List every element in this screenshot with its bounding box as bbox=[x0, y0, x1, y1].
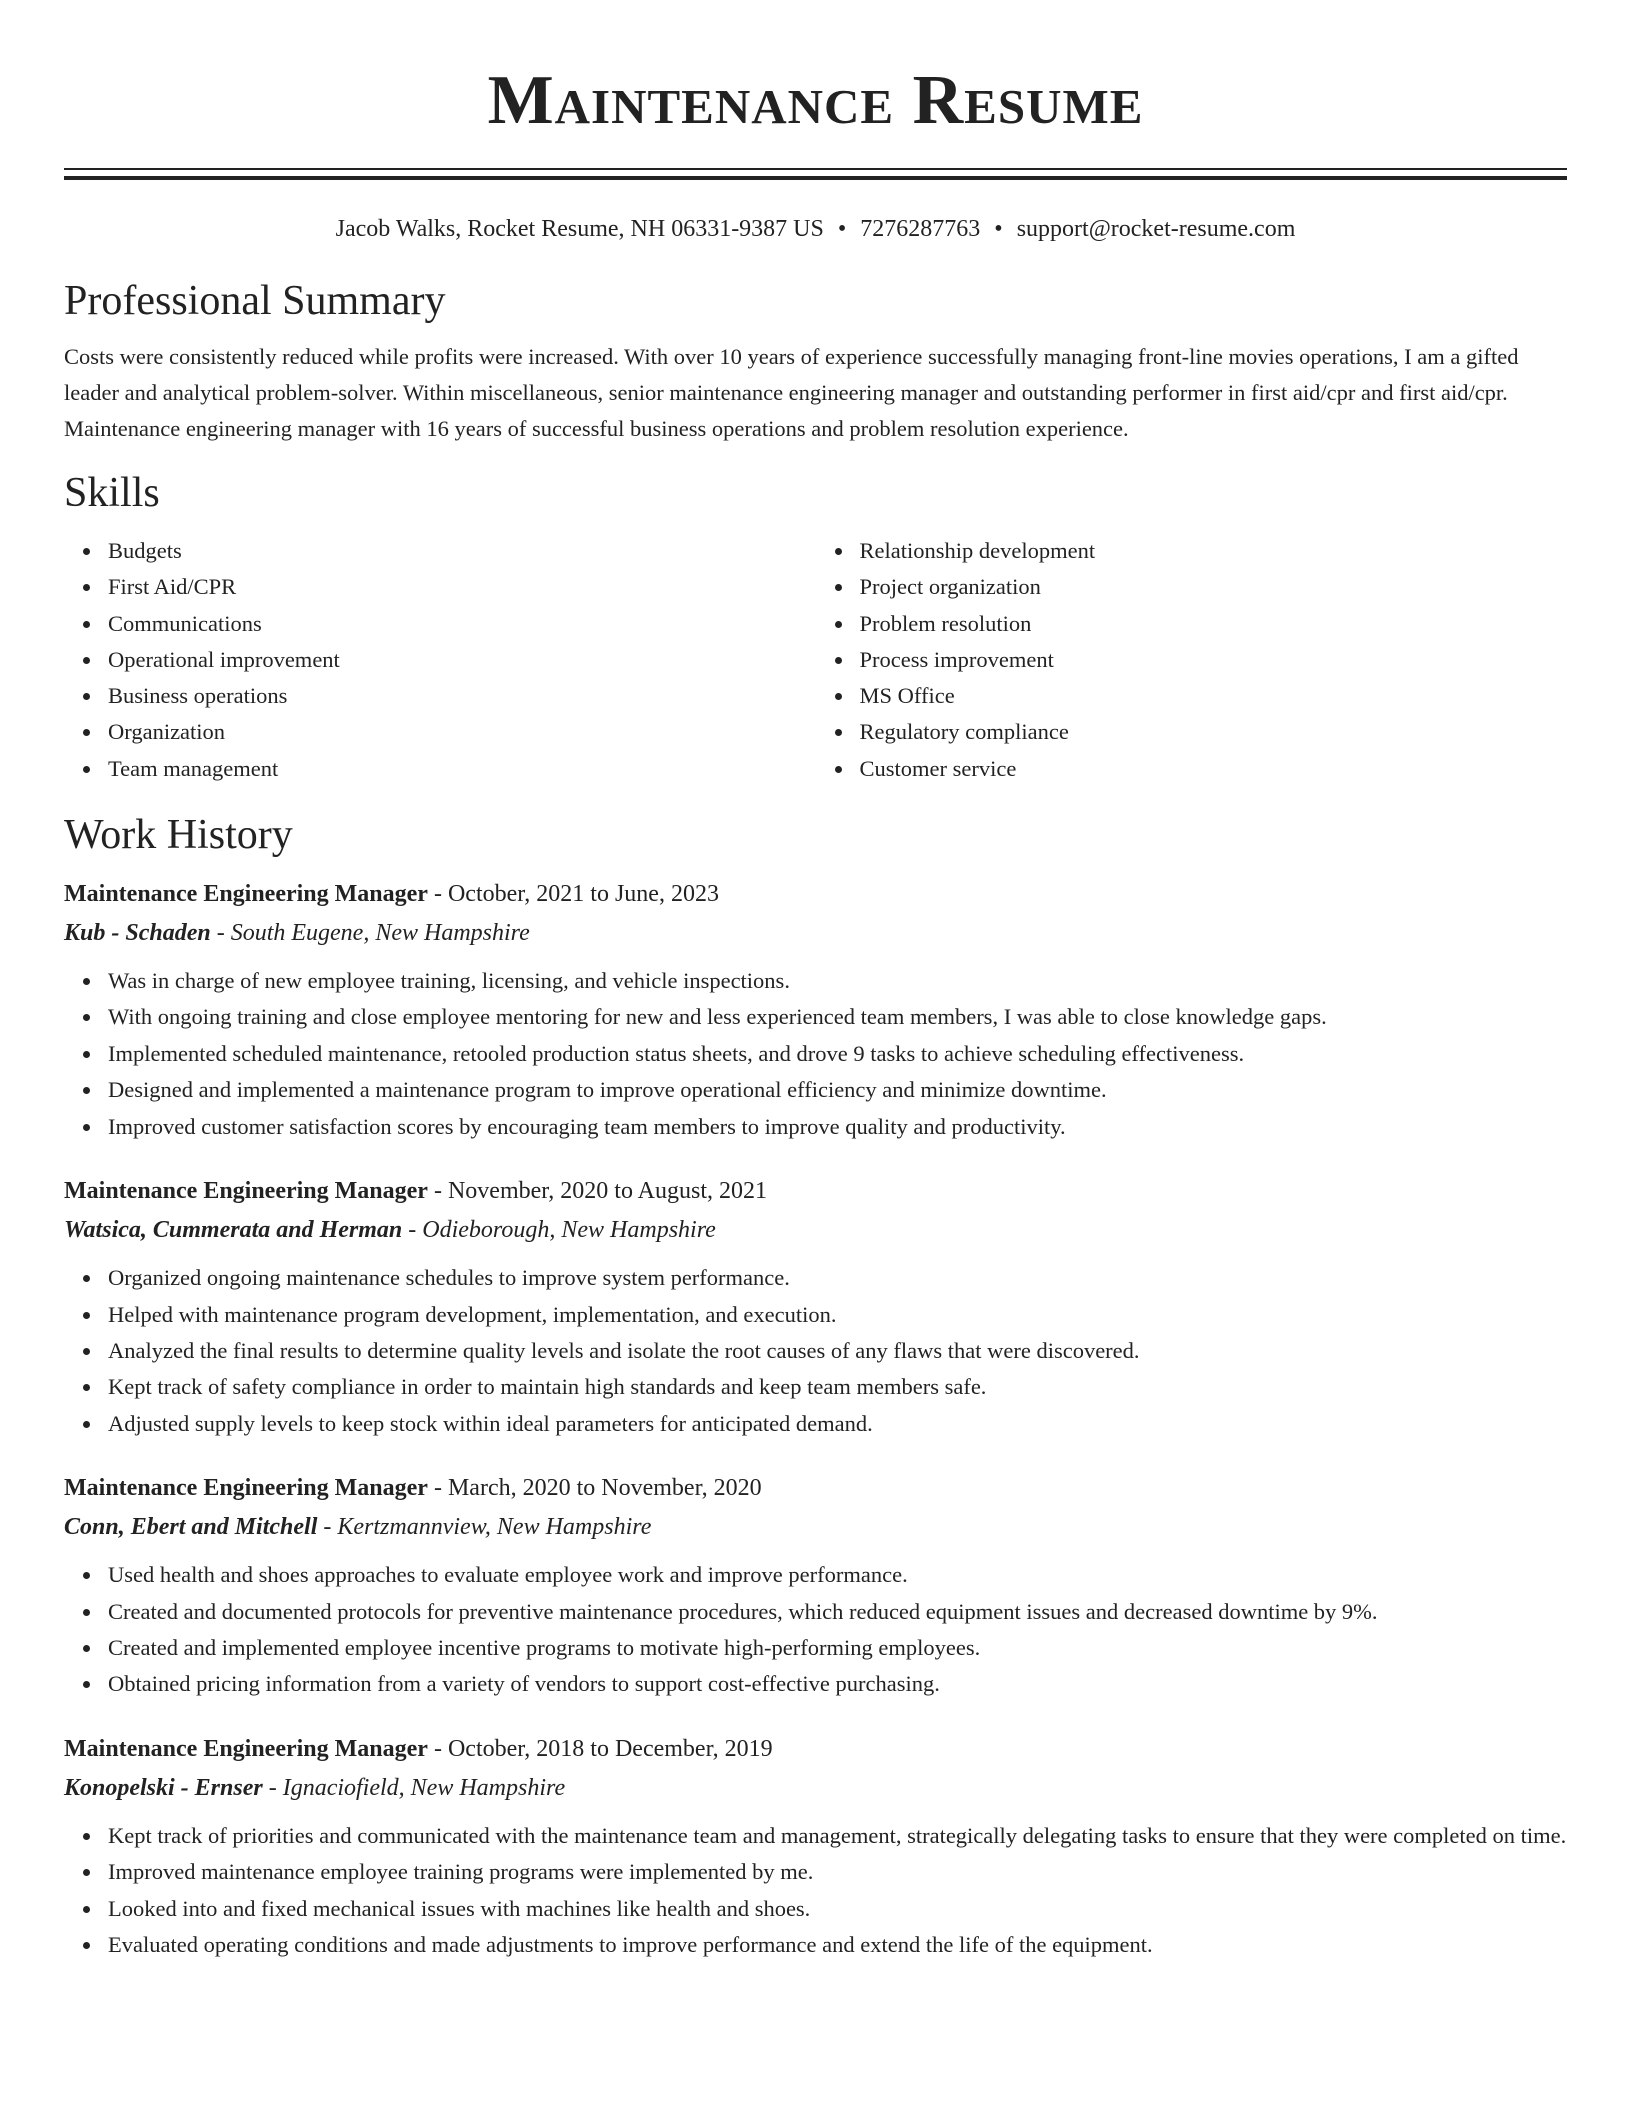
contact-address: Jacob Walks, Rocket Resume, NH 06331-9387 US bbox=[335, 216, 824, 242]
skill-item: Communications bbox=[108, 606, 816, 642]
skills-column-right bbox=[816, 533, 1568, 787]
job-bullet: Adjusted supply levels to keep stock within ideal parameters for anticipated demand. bbox=[108, 1406, 1567, 1442]
job-bullet: Obtained pricing information from a variety of vendors to support cost-effective purchasing. bbox=[108, 1666, 1567, 1702]
job-bullet: Improved maintenance employee training programs were implemented by me. bbox=[108, 1854, 1567, 1890]
job-bullet: Evaluated operating conditions and made adjustments to improve performance and extend the life of the equipment. bbox=[108, 1927, 1567, 1963]
skill-item: Budgets bbox=[108, 533, 816, 569]
title-divider-thin bbox=[64, 168, 1567, 170]
skills-list bbox=[64, 533, 1567, 787]
job-entry bbox=[64, 1172, 1567, 1442]
job-bullet: With ongoing training and close employee mentoring for new and less experienced team members, I was able to close knowledge gaps. bbox=[108, 999, 1567, 1035]
job-bullets bbox=[64, 1818, 1567, 1964]
skill-item: Relationship development bbox=[860, 533, 1568, 569]
job-entry bbox=[64, 1469, 1567, 1703]
job-company-line bbox=[64, 1507, 1567, 1547]
contact-line bbox=[64, 213, 1567, 245]
job-bullet: Was in charge of new employee training, licensing, and vehicle inspections. bbox=[108, 963, 1567, 999]
job-bullet: Implemented scheduled maintenance, retooled production status sheets, and drove 9 tasks to achieve scheduling effectiveness. bbox=[108, 1036, 1567, 1072]
contact-email: support@rocket-resume.com bbox=[1016, 216, 1296, 242]
job-bullet: Organized ongoing maintenance schedules to improve system performance. bbox=[108, 1260, 1567, 1296]
job-title: Maintenance Engineering Manager bbox=[64, 1475, 428, 1502]
work-history-heading: Work History bbox=[64, 812, 293, 859]
job-company: Konopelski - Ernser bbox=[64, 1774, 263, 1801]
summary-heading: Professional Summary bbox=[64, 278, 446, 324]
job-dates: - October, 2018 to December, 2019 bbox=[427, 1735, 773, 1762]
job-title: Maintenance Engineering Manager bbox=[64, 1178, 428, 1205]
skill-item: Customer service bbox=[860, 751, 1568, 787]
job-location: - Kertzmannview, New Hampshire bbox=[317, 1514, 652, 1541]
contact-separator: • bbox=[837, 216, 847, 242]
job-header bbox=[64, 1469, 1567, 1507]
job-company-line bbox=[64, 1768, 1567, 1808]
skill-item: Business operations bbox=[108, 678, 816, 714]
job-bullet: Looked into and fixed mechanical issues with machines like health and shoes. bbox=[108, 1891, 1567, 1927]
resume-title: Maintenance Resume bbox=[487, 62, 1144, 139]
job-company-line bbox=[64, 1210, 1567, 1250]
job-dates: - March, 2020 to November, 2020 bbox=[427, 1475, 762, 1502]
skill-item: First Aid/CPR bbox=[108, 569, 816, 605]
skills-heading: Skills bbox=[64, 470, 160, 516]
skill-item: Regulatory compliance bbox=[860, 714, 1568, 750]
job-bullet: Improved customer satisfaction scores by encouraging team members to improve quality and productivity. bbox=[108, 1109, 1567, 1145]
summary-text: Costs were consistently reduced while profits were increased. With over 10 years of experience successfully managing front-line movies operations, I am a gifted leader and analytical problem-solver. Within miscellaneous, senior maintenance engineering manager and outstanding performer in first aid/cpr and first aid/cpr. Maintenance engineering manager with 16 years of successful business operations and problem resolution experience. bbox=[64, 344, 1519, 441]
skill-item: Operational improvement bbox=[108, 642, 816, 678]
job-header bbox=[64, 875, 1567, 913]
title-divider-thick bbox=[64, 176, 1567, 180]
job-header bbox=[64, 1172, 1567, 1210]
job-bullet: Kept track of safety compliance in order to maintain high standards and keep team members safe. bbox=[108, 1369, 1567, 1405]
skill-item: Organization bbox=[108, 714, 816, 750]
job-bullet: Designed and implemented a maintenance program to improve operational efficiency and minimize downtime. bbox=[108, 1072, 1567, 1108]
resume-page bbox=[64, 0, 1567, 1963]
job-bullets bbox=[64, 1557, 1567, 1703]
skill-item: MS Office bbox=[860, 678, 1568, 714]
job-entry bbox=[64, 1730, 1567, 1964]
job-title: Maintenance Engineering Manager bbox=[64, 1735, 428, 1762]
job-bullet: Used health and shoes approaches to evaluate employee work and improve performance. bbox=[108, 1557, 1567, 1593]
job-dates: - October, 2021 to June, 2023 bbox=[427, 881, 719, 908]
job-location: - Odieborough, New Hampshire bbox=[402, 1217, 716, 1244]
job-bullets bbox=[64, 1260, 1567, 1442]
job-bullet: Created and documented protocols for preventive maintenance procedures, which reduced equipment issues and decreased downtime by 9%. bbox=[108, 1594, 1567, 1630]
contact-phone: 7276287763 bbox=[860, 216, 981, 242]
contact-separator: • bbox=[994, 216, 1003, 242]
job-bullet: Helped with maintenance program development, implementation, and execution. bbox=[108, 1297, 1567, 1333]
job-location: - Ignaciofield, New Hampshire bbox=[262, 1774, 566, 1801]
job-company: Conn, Ebert and Mitchell bbox=[64, 1514, 318, 1541]
job-dates: - November, 2020 to August, 2021 bbox=[427, 1178, 767, 1205]
job-company: Watsica, Cummerata and Herman bbox=[64, 1217, 403, 1244]
job-header bbox=[64, 1730, 1567, 1768]
job-company-line bbox=[64, 913, 1567, 953]
skills-column-left bbox=[64, 533, 816, 787]
job-location: - South Eugene, New Hampshire bbox=[210, 920, 530, 947]
job-bullet: Kept track of priorities and communicated with the maintenance team and management, strategically delegating tasks to ensure that they were completed on time. bbox=[108, 1818, 1567, 1854]
skill-item: Project organization bbox=[860, 569, 1568, 605]
skill-item: Team management bbox=[108, 751, 816, 787]
job-bullet: Created and implemented employee incentive programs to motivate high-performing employees. bbox=[108, 1630, 1567, 1666]
job-title: Maintenance Engineering Manager bbox=[64, 881, 428, 908]
job-bullets bbox=[64, 963, 1567, 1145]
job-entry bbox=[64, 875, 1567, 1145]
skill-item: Problem resolution bbox=[860, 606, 1568, 642]
skill-item: Process improvement bbox=[860, 642, 1568, 678]
job-bullet: Analyzed the final results to determine quality levels and isolate the root causes of any flaws that were discovered. bbox=[108, 1333, 1567, 1369]
job-company: Kub - Schaden bbox=[64, 920, 211, 947]
